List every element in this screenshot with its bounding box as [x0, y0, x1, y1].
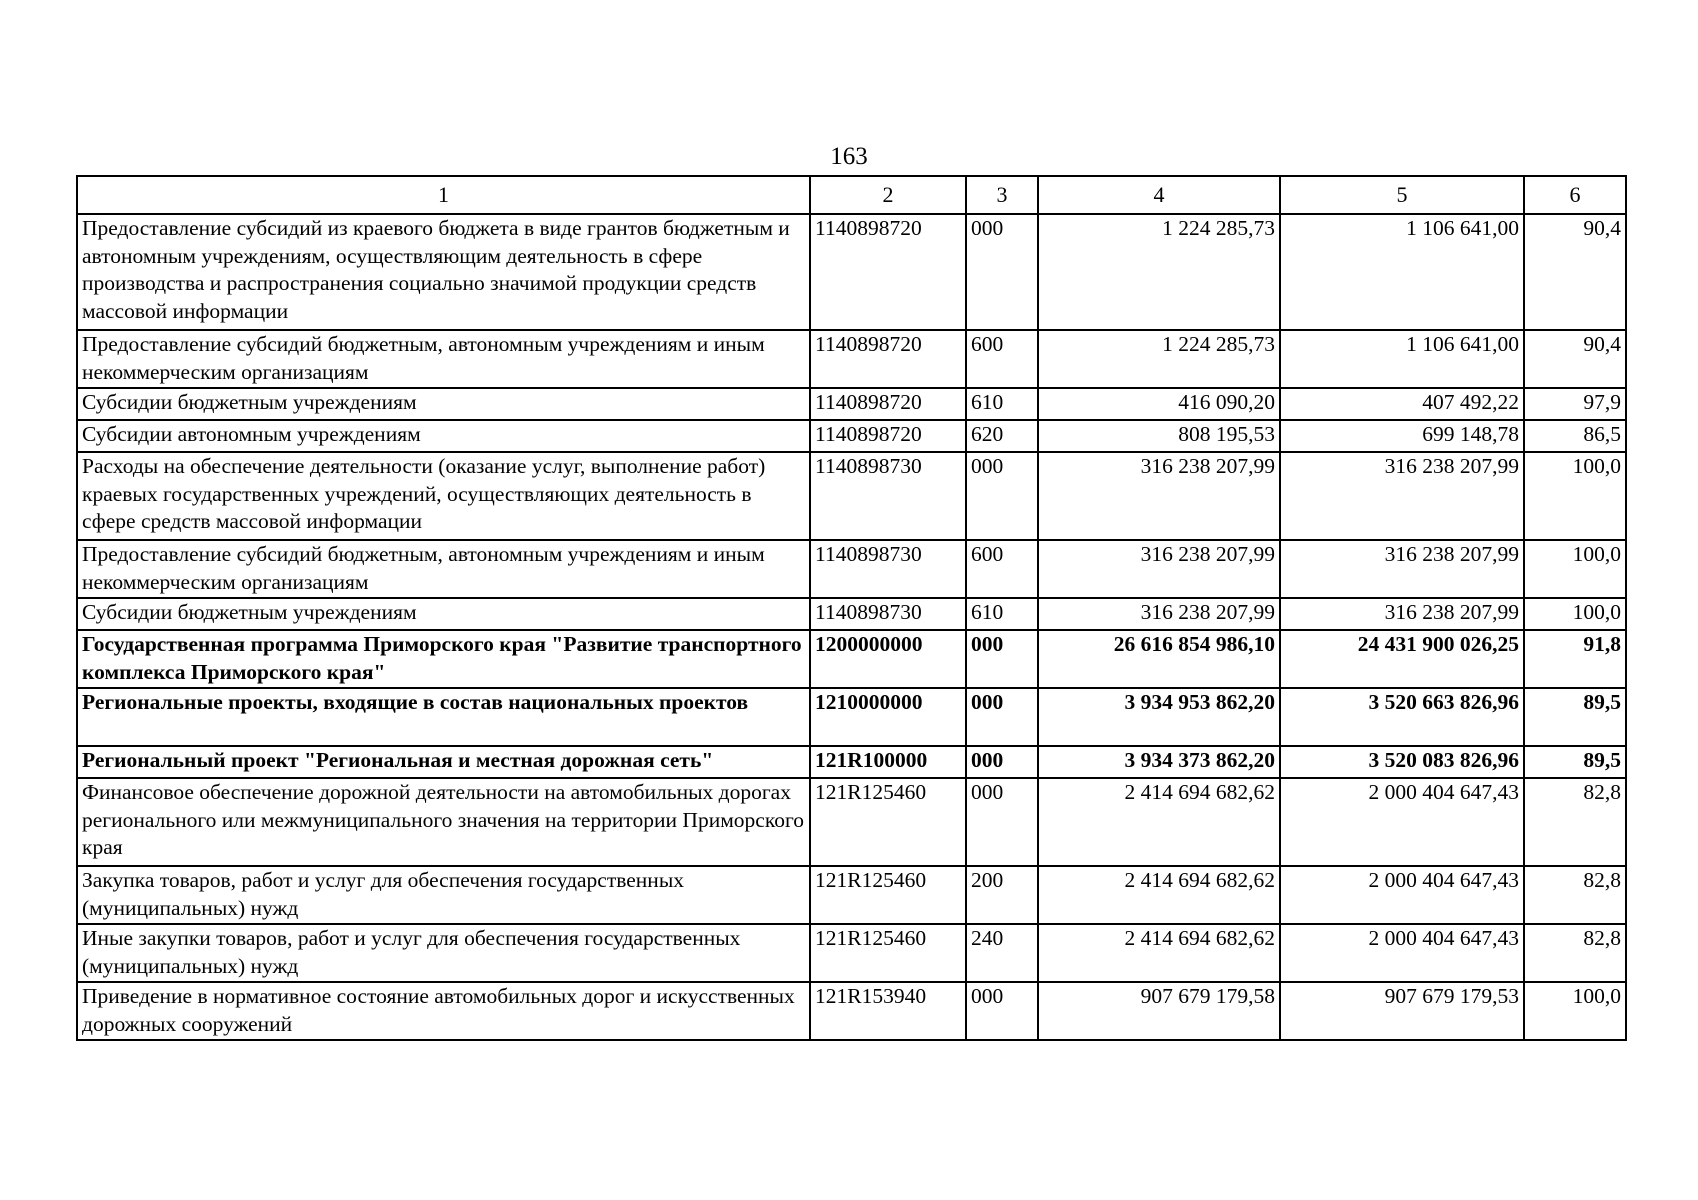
- row-code: 1140898730: [810, 598, 966, 630]
- row-percent: 100,0: [1524, 452, 1626, 540]
- row-percent: 89,5: [1524, 688, 1626, 746]
- table-row: [77, 746, 1626, 778]
- row-expense-type: 620: [966, 420, 1038, 452]
- table-row: [77, 630, 1626, 688]
- row-name: Предоставление субсидий бюджетным, автономным учреждениям и иным некоммерческим организациям: [77, 330, 810, 388]
- table-body: [77, 214, 1626, 1040]
- page-number: 163: [830, 143, 868, 170]
- row-code: 121R100000: [810, 746, 966, 778]
- row-percent: 100,0: [1524, 540, 1626, 598]
- row-name: Субсидии бюджетным учреждениям: [77, 388, 810, 420]
- row-percent: 82,8: [1524, 924, 1626, 982]
- row-plan-amount: 907 679 179,58: [1038, 982, 1280, 1040]
- row-fact-amount: 699 148,78: [1280, 420, 1524, 452]
- row-fact-amount: 316 238 207,99: [1280, 452, 1524, 540]
- row-code: 1140898720: [810, 420, 966, 452]
- row-plan-amount: 3 934 953 862,20: [1038, 688, 1280, 746]
- row-name: Региональные проекты, входящие в состав национальных проектов: [77, 688, 810, 746]
- row-plan-amount: 316 238 207,99: [1038, 598, 1280, 630]
- header-col-6: 6: [1524, 176, 1626, 214]
- row-plan-amount: 316 238 207,99: [1038, 452, 1280, 540]
- table-row: [77, 388, 1626, 420]
- row-name: Государственная программа Приморского края "Развитие транспортного комплекса Приморского края": [77, 630, 810, 688]
- row-expense-type: 000: [966, 982, 1038, 1040]
- row-code: 1140898720: [810, 388, 966, 420]
- row-percent: 82,8: [1524, 778, 1626, 866]
- row-code: 121R125460: [810, 778, 966, 866]
- header-col-1: 1: [77, 176, 810, 214]
- row-expense-type: 200: [966, 866, 1038, 924]
- header-col-5: 5: [1280, 176, 1524, 214]
- row-plan-amount: 2 414 694 682,62: [1038, 924, 1280, 982]
- row-expense-type: 000: [966, 452, 1038, 540]
- row-expense-type: 000: [966, 688, 1038, 746]
- table-row: [77, 598, 1626, 630]
- row-name: Предоставление субсидий бюджетным, автономным учреждениям и иным некоммерческим организациям: [77, 540, 810, 598]
- row-fact-amount: 407 492,22: [1280, 388, 1524, 420]
- row-name: Расходы на обеспечение деятельности (оказание услуг, выполнение работ) краевых государственных учреждений, осуществляющих деятельность в сфере средств массовой информации: [77, 452, 810, 540]
- row-fact-amount: 316 238 207,99: [1280, 540, 1524, 598]
- row-plan-amount: 808 195,53: [1038, 420, 1280, 452]
- row-code: 121R153940: [810, 982, 966, 1040]
- row-name: Региональный проект "Региональная и местная дорожная сеть": [77, 746, 810, 778]
- budget-table: [76, 175, 1627, 1041]
- row-expense-type: 610: [966, 598, 1038, 630]
- row-expense-type: 600: [966, 330, 1038, 388]
- row-fact-amount: 3 520 083 826,96: [1280, 746, 1524, 778]
- row-code: 121R125460: [810, 924, 966, 982]
- header-col-3: 3: [966, 176, 1038, 214]
- table-row: [77, 420, 1626, 452]
- table-row: [77, 866, 1626, 924]
- row-code: 1140898720: [810, 330, 966, 388]
- row-percent: 100,0: [1524, 982, 1626, 1040]
- table-row: [77, 214, 1626, 330]
- row-expense-type: 000: [966, 746, 1038, 778]
- row-fact-amount: 316 238 207,99: [1280, 598, 1524, 630]
- row-plan-amount: 1 224 285,73: [1038, 214, 1280, 330]
- row-expense-type: 000: [966, 630, 1038, 688]
- row-fact-amount: 2 000 404 647,43: [1280, 778, 1524, 866]
- table-row: [77, 778, 1626, 866]
- row-plan-amount: 1 224 285,73: [1038, 330, 1280, 388]
- row-expense-type: 000: [966, 778, 1038, 866]
- row-name: Закупка товаров, работ и услуг для обеспечения государственных (муниципальных) нужд: [77, 866, 810, 924]
- row-name: Финансовое обеспечение дорожной деятельности на автомобильных дорогах регионального или межмуниципального значения на территории Приморского края: [77, 778, 810, 866]
- row-percent: 86,5: [1524, 420, 1626, 452]
- row-fact-amount: 1 106 641,00: [1280, 330, 1524, 388]
- row-code: 1140898730: [810, 452, 966, 540]
- table-header: [77, 176, 1626, 214]
- row-name: Субсидии бюджетным учреждениям: [77, 598, 810, 630]
- table-row: [77, 330, 1626, 388]
- header-col-2: 2: [810, 176, 966, 214]
- table-row: [77, 924, 1626, 982]
- row-percent: 100,0: [1524, 598, 1626, 630]
- table-row: [77, 540, 1626, 598]
- row-plan-amount: 416 090,20: [1038, 388, 1280, 420]
- row-percent: 90,4: [1524, 330, 1626, 388]
- row-plan-amount: 26 616 854 986,10: [1038, 630, 1280, 688]
- row-name: Иные закупки товаров, работ и услуг для обеспечения государственных (муниципальных) нужд: [77, 924, 810, 982]
- row-fact-amount: 907 679 179,53: [1280, 982, 1524, 1040]
- row-fact-amount: 24 431 900 026,25: [1280, 630, 1524, 688]
- table-row: [77, 982, 1626, 1040]
- header-col-4: 4: [1038, 176, 1280, 214]
- row-name: Субсидии автономным учреждениям: [77, 420, 810, 452]
- row-name: Предоставление субсидий из краевого бюджета в виде грантов бюджетным и автономным учреждениям, осуществляющим деятельность в сфере производства и распространения социально значимой продукции средств массовой информации: [77, 214, 810, 330]
- row-code: 121R125460: [810, 866, 966, 924]
- row-code: 1210000000: [810, 688, 966, 746]
- row-plan-amount: 2 414 694 682,62: [1038, 778, 1280, 866]
- row-fact-amount: 2 000 404 647,43: [1280, 866, 1524, 924]
- table-row: [77, 688, 1626, 746]
- row-percent: 90,4: [1524, 214, 1626, 330]
- row-fact-amount: 2 000 404 647,43: [1280, 924, 1524, 982]
- row-expense-type: 600: [966, 540, 1038, 598]
- row-fact-amount: 3 520 663 826,96: [1280, 688, 1524, 746]
- row-expense-type: 610: [966, 388, 1038, 420]
- row-fact-amount: 1 106 641,00: [1280, 214, 1524, 330]
- row-expense-type: 000: [966, 214, 1038, 330]
- row-plan-amount: 3 934 373 862,20: [1038, 746, 1280, 778]
- row-percent: 97,9: [1524, 388, 1626, 420]
- table-row: [77, 452, 1626, 540]
- header-row: [77, 176, 1626, 214]
- row-code: 1140898730: [810, 540, 966, 598]
- row-percent: 89,5: [1524, 746, 1626, 778]
- row-expense-type: 240: [966, 924, 1038, 982]
- row-plan-amount: 316 238 207,99: [1038, 540, 1280, 598]
- row-percent: 91,8: [1524, 630, 1626, 688]
- row-code: 1200000000: [810, 630, 966, 688]
- row-percent: 82,8: [1524, 866, 1626, 924]
- row-name: Приведение в нормативное состояние автомобильных дорог и искусственных дорожных сооружений: [77, 982, 810, 1040]
- row-plan-amount: 2 414 694 682,62: [1038, 866, 1280, 924]
- row-code: 1140898720: [810, 214, 966, 330]
